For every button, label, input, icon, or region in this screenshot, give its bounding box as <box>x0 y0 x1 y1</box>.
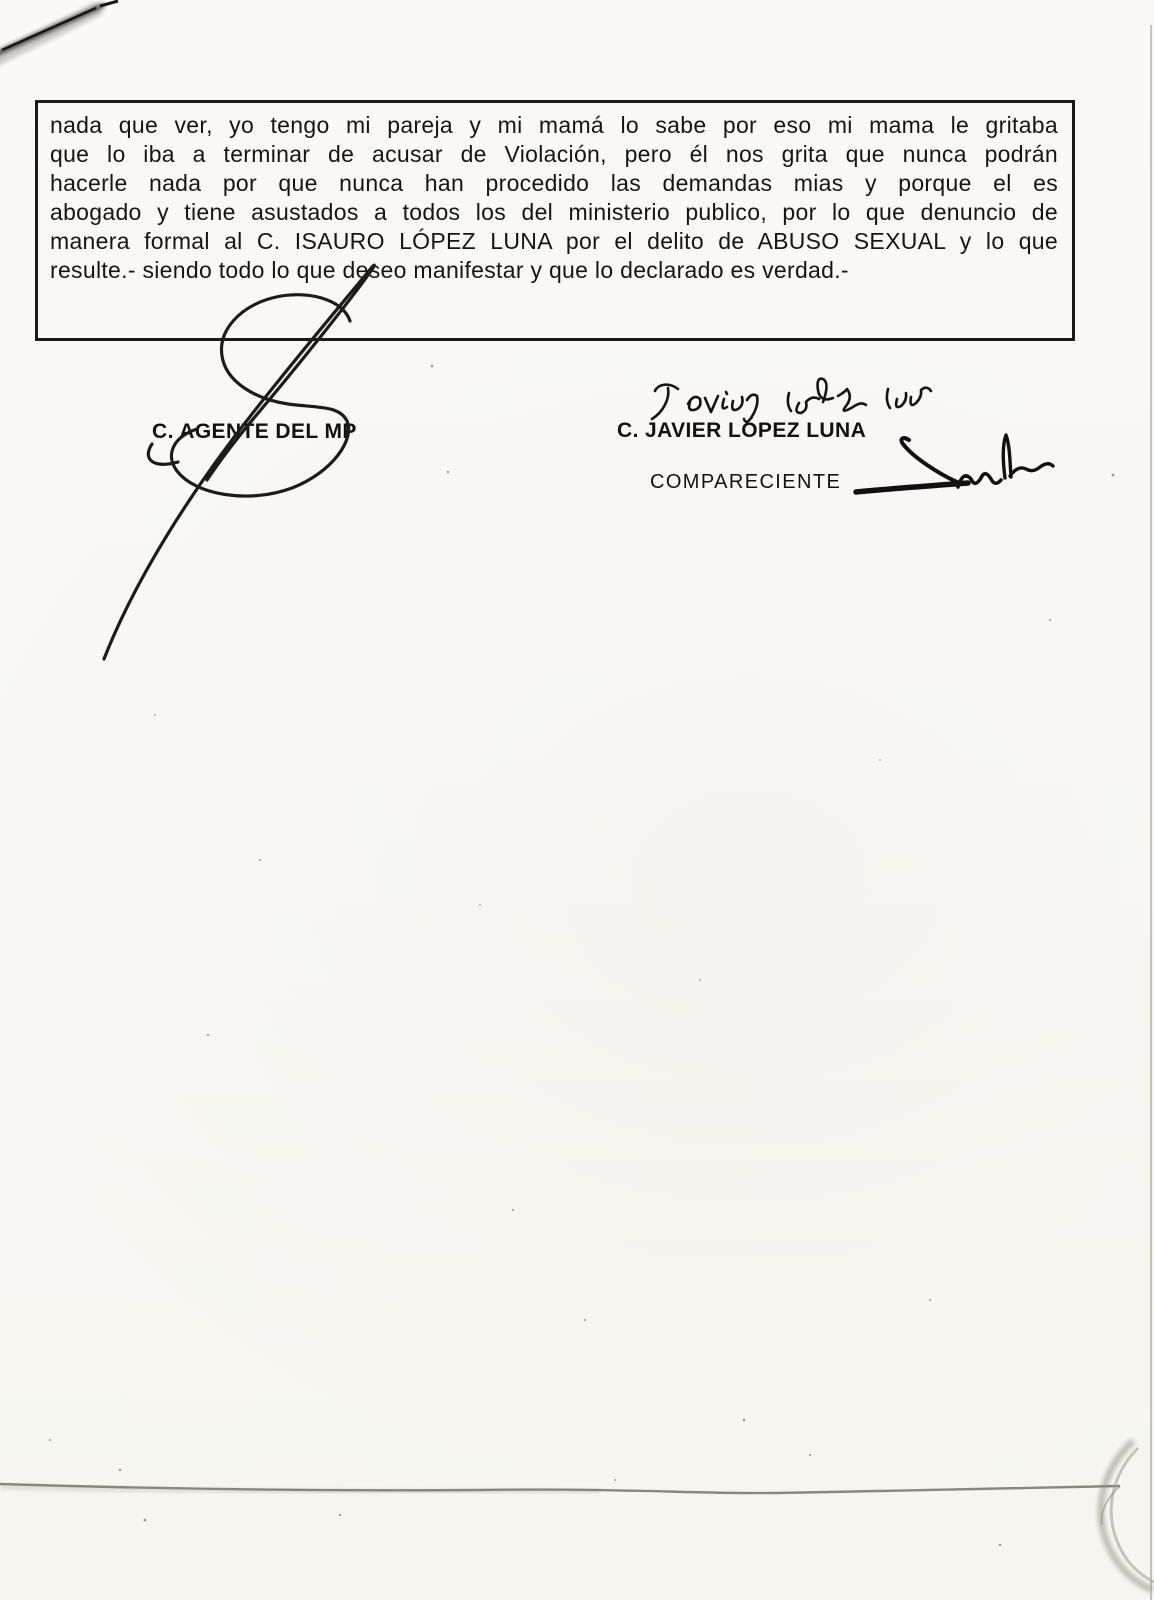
agente-del-mp-label: C. AGENTE DEL MP <box>152 420 357 443</box>
declaration-line: resulte.- siendo todo lo que deseo manifestar y que lo declarado es verdad.- <box>50 257 849 283</box>
scan-streak-top-left-icon <box>0 1 118 60</box>
paper-fold-crease <box>0 1484 1120 1493</box>
declaration-line: manera formal al C. ISAURO LÓPEZ LUNA por el delito de ABUSO SEXUAL y lo que <box>50 228 1058 254</box>
compareciente-label: COMPARECIENTE <box>650 471 842 493</box>
declaration-line: hacerle nada por que nunca han procedido las demandas mias y porque el es <box>50 170 1058 196</box>
javier-handwritten-signature <box>652 379 931 422</box>
compareciente-signature-scribble <box>856 435 1053 492</box>
javier-lopez-luna-label: C. JAVIER LÓPEZ LUNA <box>617 419 867 442</box>
paper-specks <box>49 365 1114 1547</box>
declaration-line: que lo iba a terminar de acusar de Violación, pero él nos grita que nunca podrán <box>50 141 1058 167</box>
declaration-line: nada que ver, yo tengo mi pareja y mi mamá lo sabe por eso mi mama le gritaba <box>50 112 1058 138</box>
page-curl-mark <box>1101 1441 1154 1590</box>
declaration-text-box <box>35 100 1075 341</box>
declaration-line: abogado y tiene asustados a todos los del ministerio publico, por lo que denuncio de <box>50 199 1058 225</box>
